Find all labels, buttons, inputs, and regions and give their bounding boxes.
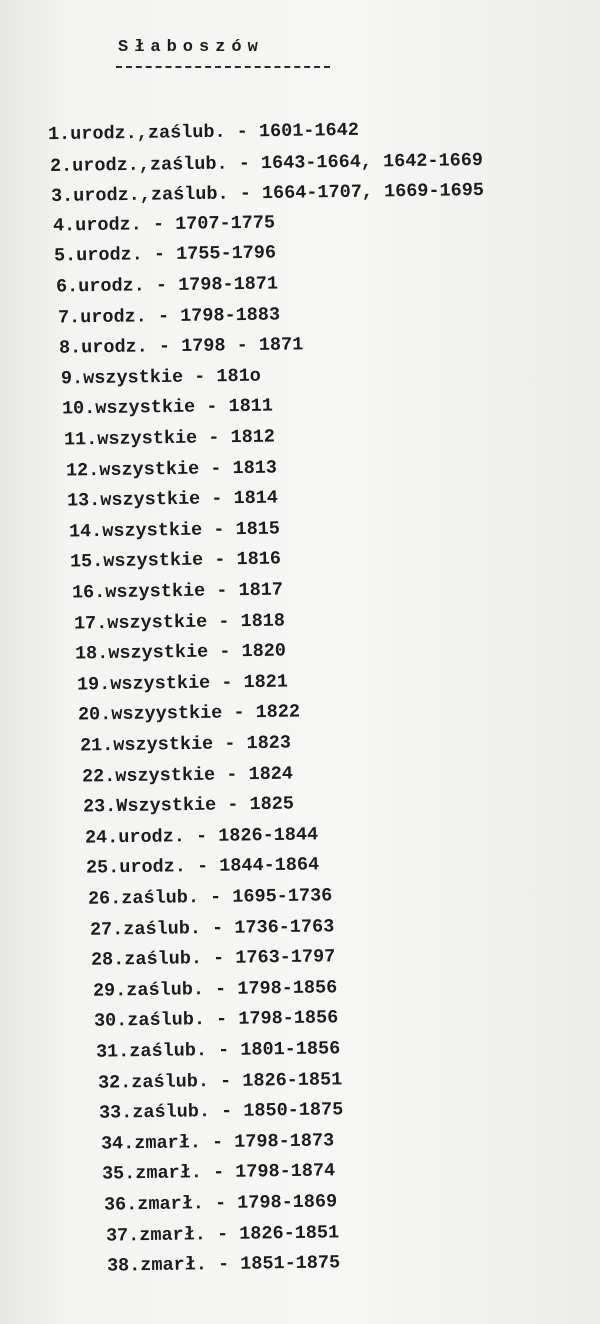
- list-item: [101, 1132, 334, 1154]
- entry-number: 7.: [57, 306, 80, 329]
- entry-separator: -: [198, 457, 233, 480]
- entry-separator: -: [200, 488, 234, 510]
- entry-separator: -: [201, 518, 236, 541]
- entry-record-type: wszystkie: [82, 366, 184, 389]
- entry-separator: -: [203, 549, 238, 572]
- entry-record-type: urodz.: [117, 826, 185, 848]
- entry-record-type: zaślub.: [124, 948, 203, 971]
- entry-number: 16.: [71, 582, 106, 604]
- list-item: [51, 182, 484, 207]
- entry-separator: -: [143, 244, 177, 266]
- list-item: [96, 1040, 341, 1062]
- entry-record-type: wszystkie: [106, 611, 207, 634]
- entry-number: 10.: [62, 398, 96, 420]
- entry-record-type: wszystkie: [113, 733, 214, 757]
- entry-years: 1816: [236, 548, 282, 571]
- list-item: [54, 242, 277, 267]
- entry-separator: -: [206, 610, 241, 633]
- entry-years: 1823: [246, 732, 292, 755]
- entry-separator: -: [200, 917, 235, 939]
- entry-number: 11.: [63, 429, 98, 451]
- entry-record-type: urodz.: [81, 336, 149, 359]
- entry-separator: -: [214, 763, 249, 786]
- entry-record-type: wszystkie: [108, 641, 209, 665]
- entry-separator: -: [203, 1192, 238, 1215]
- list-item: [57, 306, 279, 328]
- list-item: [75, 640, 287, 665]
- entry-separator: -: [213, 733, 247, 755]
- entry-years: 1818: [239, 610, 285, 632]
- entry-number: 28.: [91, 949, 125, 971]
- entry-years: 1820: [241, 640, 287, 663]
- entry-separator: -: [202, 947, 236, 970]
- list-item: [91, 948, 336, 970]
- entry-record-type: zmarł.: [137, 1193, 205, 1216]
- list-item: [107, 1252, 341, 1277]
- entry-number: 9.: [60, 367, 84, 390]
- entry-separator: -: [197, 427, 231, 449]
- entry-separator: -: [205, 1009, 239, 1031]
- entry-record-type: wszystkie: [95, 397, 196, 420]
- entry-record-type: urodz.: [79, 305, 147, 328]
- entry-record-type: wszystkie: [103, 550, 204, 573]
- entry-separator: -: [228, 183, 263, 205]
- list-item: [94, 1007, 339, 1033]
- list-item: [88, 887, 333, 909]
- entry-years: 1798-1856: [236, 977, 338, 1000]
- entry-number: 12.: [65, 459, 100, 482]
- list-item: [105, 1221, 339, 1247]
- entry-record-type: urodz.,zaślub.: [73, 183, 229, 207]
- entry-years: 1798-1873: [233, 1130, 335, 1153]
- entry-separator: -: [222, 702, 257, 724]
- entry-separator: -: [210, 1100, 244, 1123]
- entry-years: 1664-1707, 1669-1695: [261, 180, 485, 205]
- list-item: [65, 459, 276, 480]
- entry-separator: -: [208, 1070, 243, 1092]
- list-item: [104, 1193, 337, 1215]
- entry-years: 1826-1844: [217, 824, 319, 847]
- entry-number: 5.: [54, 245, 77, 267]
- entry-number: 20.: [78, 704, 112, 726]
- entry-separator: -: [205, 580, 239, 602]
- entry-years: 1798-1874: [235, 1160, 336, 1184]
- entry-separator: -: [209, 671, 244, 694]
- entry-years: 1813: [231, 457, 277, 479]
- entry-separator: -: [216, 794, 250, 816]
- list-item: [93, 979, 338, 1001]
- entry-years: 1801-1856: [240, 1038, 341, 1061]
- list-item: [69, 520, 280, 541]
- entry-separator: -: [227, 152, 261, 175]
- list-item: [79, 732, 292, 757]
- entry-years: 181o: [216, 365, 261, 388]
- entry-number: 38.: [107, 1255, 141, 1277]
- list-item: [47, 119, 360, 146]
- entry-years: 1695-1736: [232, 885, 333, 908]
- entry-separator: -: [202, 1162, 236, 1184]
- entry-years: 1798 - 1871: [181, 334, 304, 358]
- entry-separator: -: [195, 396, 230, 419]
- entry-separator: -: [182, 366, 217, 388]
- entry-number: 4.: [52, 215, 76, 237]
- entry-record-type: wszystkie: [105, 580, 206, 604]
- entry-record-type: zaślub.: [127, 1009, 206, 1032]
- entry-record-type: urodz.,zaślub.: [71, 153, 228, 177]
- list-item: [56, 275, 278, 297]
- list-item: [49, 149, 483, 177]
- entry-separator: -: [206, 1039, 241, 1062]
- entry-number: 18.: [75, 643, 109, 665]
- entry-record-type: wszystkie: [114, 764, 215, 787]
- list-item: [62, 395, 274, 420]
- entry-number: 36.: [103, 1194, 138, 1216]
- entry-years: 1824: [247, 763, 293, 785]
- entry-number: 21.: [79, 735, 114, 757]
- entry-record-type: zaślub.: [132, 1101, 211, 1124]
- entry-number: 3.: [51, 185, 74, 208]
- entry-record-type: urodz.: [78, 275, 145, 298]
- list-item: [71, 579, 284, 604]
- entry-number: 22.: [81, 765, 116, 788]
- entry-number: 8.: [59, 337, 82, 359]
- list-item: [89, 915, 334, 941]
- entry-separator: -: [141, 213, 176, 236]
- entry-separator: -: [198, 886, 233, 909]
- entry-separator: -: [225, 121, 260, 143]
- entry-years: 1812: [230, 426, 276, 449]
- entry-number: 6.: [55, 276, 79, 298]
- entry-years: 1822: [255, 701, 301, 724]
- entry-years: 1755-1796: [176, 242, 277, 266]
- entry-record-type: wszystkie: [98, 458, 199, 481]
- list-item: [102, 1160, 336, 1186]
- entry-record-type: urodz.,zaślub.: [70, 121, 226, 145]
- entry-number: 33.: [99, 1102, 133, 1124]
- entry-record-type: zaślub.: [129, 1040, 208, 1063]
- entry-number: 14.: [68, 520, 103, 543]
- entry-separator: -: [208, 641, 242, 663]
- entry-years: 1798-1871: [177, 273, 279, 296]
- entry-number: 17.: [73, 612, 108, 635]
- list-item: [97, 1068, 342, 1094]
- entry-record-type: wszystkie: [100, 488, 201, 512]
- entry-record-type: wszystkie: [101, 519, 203, 542]
- entry-record-type: zaślub.: [121, 887, 200, 910]
- entry-years: 1763-1797: [235, 946, 336, 969]
- entry-years: 1826-1851: [241, 1068, 342, 1092]
- list-item: [86, 854, 320, 880]
- entry-years: 1851-1875: [240, 1252, 341, 1275]
- entry-years: 1643-1664, 1642-1669: [260, 149, 483, 174]
- entry-years: 1736-1763: [233, 915, 334, 939]
- entry-record-type: urodz.: [74, 214, 142, 237]
- entry-record-type: zmarł.: [133, 1132, 201, 1154]
- entry-number: 35.: [102, 1163, 136, 1186]
- entry-years: 1821: [243, 671, 288, 693]
- entry-years: 1601-1642: [258, 119, 360, 143]
- entry-number: 23.: [83, 796, 117, 818]
- entry-record-type: wszyystkie: [111, 702, 223, 726]
- entry-record-type: zmarł.: [140, 1254, 208, 1277]
- entry-record-type: zaślub.: [122, 917, 201, 940]
- entry-separator: -: [184, 825, 219, 848]
- entry-number: 15.: [70, 551, 104, 573]
- entry-number: 24.: [84, 826, 119, 849]
- list-item: [73, 612, 284, 633]
- entry-separator: -: [144, 274, 179, 297]
- entry-record-type: zaślub.: [125, 978, 204, 1002]
- entry-number: 29.: [92, 980, 127, 1002]
- list-item: [61, 367, 261, 388]
- entry-number: 27.: [89, 918, 124, 941]
- list-item: [63, 426, 276, 451]
- entry-number: 31.: [95, 1041, 130, 1063]
- entry-number: 37.: [105, 1224, 140, 1247]
- list-item: [77, 673, 288, 694]
- entry-record-type: urodz.: [76, 244, 144, 267]
- entry-number: 1.: [47, 123, 71, 146]
- list-item: [99, 1101, 344, 1123]
- entry-years: 1850-1875: [243, 1099, 344, 1122]
- list-item: [85, 826, 318, 848]
- entry-years: 1825: [249, 793, 295, 816]
- list-item: [78, 701, 301, 726]
- entry-number: 2.: [49, 155, 72, 177]
- entry-separator: -: [186, 856, 220, 878]
- entry-separator: -: [205, 1223, 239, 1245]
- list-item: [83, 793, 295, 818]
- entry-record-type: zmarł.: [135, 1162, 203, 1185]
- entry-separator: -: [206, 1253, 241, 1276]
- entry-years: 1798-1856: [238, 1007, 339, 1031]
- list-item: [53, 214, 275, 236]
- entry-record-type: Wszystkie: [116, 794, 217, 818]
- entry-number: 32.: [97, 1071, 132, 1094]
- entry-record-type: wszystkie: [97, 427, 198, 451]
- entry-years: 1811: [228, 395, 274, 418]
- entry-separator: -: [200, 1131, 235, 1154]
- list-item: [59, 336, 304, 358]
- entry-years: 1814: [233, 487, 279, 510]
- entry-years: 1817: [238, 579, 284, 602]
- entry-number: 25.: [86, 857, 120, 880]
- entry-separator: -: [203, 978, 238, 1000]
- entry-record-type: urodz.: [119, 856, 187, 879]
- entry-years: 1798-1869: [237, 1191, 338, 1214]
- list-item: [67, 487, 279, 512]
- entry-separator: -: [147, 336, 182, 358]
- entry-separator: -: [146, 305, 180, 327]
- entry-number: 13.: [67, 490, 101, 512]
- entry-years: 1844-1864: [219, 854, 320, 878]
- entry-years: 1826-1851: [238, 1221, 339, 1245]
- entry-number: 19.: [76, 673, 111, 696]
- page-title: Słaboszów: [118, 38, 264, 57]
- list-item: [70, 548, 282, 573]
- entry-record-type: wszystkie: [109, 672, 211, 695]
- entry-years: 1798-1883: [179, 304, 280, 327]
- entry-record-type: zmarł.: [138, 1223, 206, 1246]
- entry-number: 34.: [100, 1132, 135, 1155]
- entry-years: 1815: [235, 518, 280, 540]
- entry-years: 1707-1775: [174, 212, 276, 235]
- list-item: [81, 765, 292, 786]
- entry-record-type: zaślub.: [130, 1070, 209, 1093]
- entry-number: 30.: [94, 1010, 128, 1033]
- entry-number: 26.: [87, 888, 122, 910]
